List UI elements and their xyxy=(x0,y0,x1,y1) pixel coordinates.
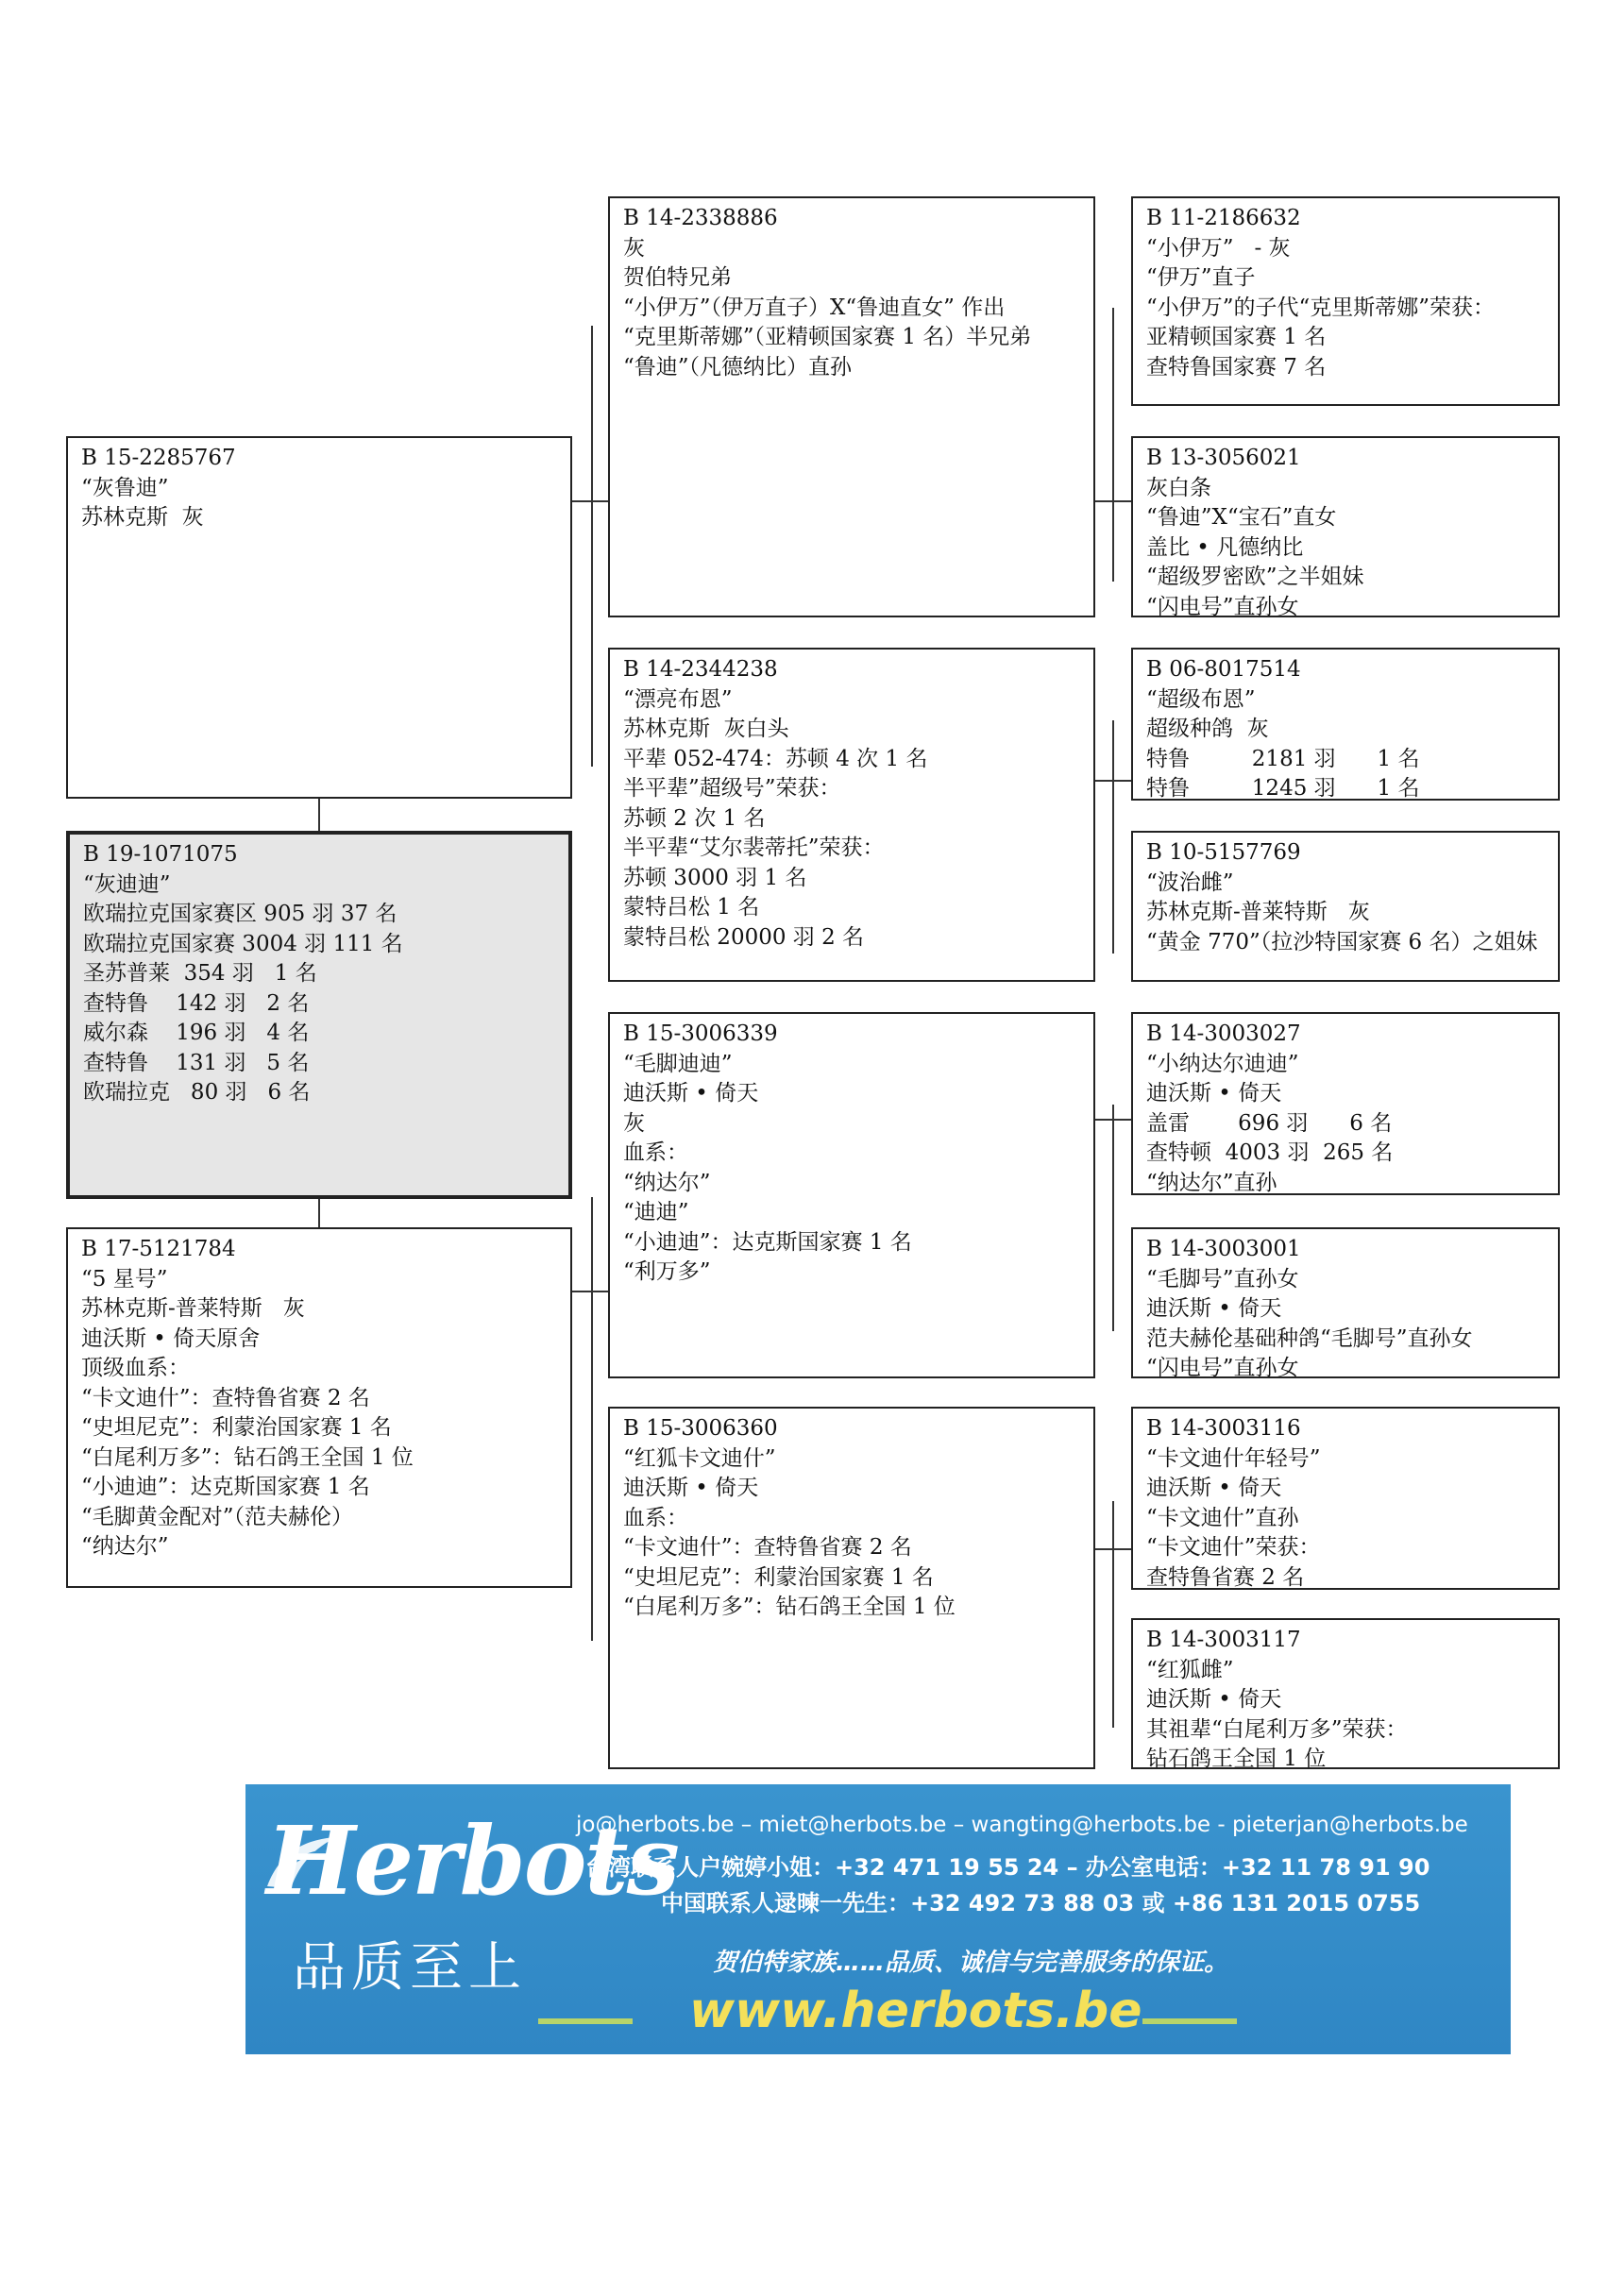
sss-line: “小伊万”的子代“克里斯蒂娜”荣获： xyxy=(1146,295,1496,320)
subject-line: 欧瑞拉克国家赛 3004 羽 111 名 xyxy=(83,931,403,956)
sd-line: 蒙特吕松 1 名 xyxy=(623,895,760,920)
sire-line: 苏林克斯 灰 xyxy=(81,505,204,530)
ds-line: 血系： xyxy=(623,1140,688,1165)
dsd-line: B 14-3003001 xyxy=(1146,1237,1301,1261)
sd-line: 苏顿 2 次 1 名 xyxy=(623,805,766,831)
ssd-line: “超级罗密欧”之半姐妹 xyxy=(1146,565,1364,589)
dds-line: “卡文迪什年轻号” xyxy=(1146,1445,1321,1471)
connector xyxy=(591,1197,593,1641)
subject-line: B 19-1071075 xyxy=(83,842,238,867)
ssd-box xyxy=(1131,436,1560,617)
ssd-line: “闪电号”直孙女 xyxy=(1146,594,1299,617)
ssd-line: “鲁迪”X“宝石”直女 xyxy=(1146,505,1337,530)
dds-line: “卡文迪什”荣获： xyxy=(1146,1535,1321,1560)
dds-box xyxy=(1131,1407,1560,1590)
ddd-line: “红狐雌” xyxy=(1146,1657,1234,1682)
divider xyxy=(1142,2018,1237,2024)
subject-line: 欧瑞拉克 80 羽 6 名 xyxy=(83,1080,311,1105)
sds-line: 超级种鸽 灰 xyxy=(1146,717,1269,741)
china-contact: 中国联系人逯暕一先生：+32 492 73 88 03 或 +86 131 2015 0755 xyxy=(661,1890,1421,1916)
connector xyxy=(1112,308,1114,582)
dam-dam-box xyxy=(608,1407,1095,1769)
ds-line: “毛脚迪迪” xyxy=(623,1051,733,1076)
sss-box xyxy=(1131,196,1560,406)
ss-line: “鲁迪”（凡德纳比）直孙 xyxy=(623,354,853,380)
dsd-line: 迪沃斯 • 倚天 xyxy=(1146,1296,1282,1321)
connector xyxy=(318,799,320,833)
sds-line: 特鲁 1245 羽 1 名 xyxy=(1146,776,1420,801)
slogan: 品质至上 xyxy=(293,1937,527,1999)
sds-line: 特鲁 2181 羽 1 名 xyxy=(1146,746,1420,771)
sire-sire-box xyxy=(608,196,1095,617)
sire-dam-box xyxy=(608,648,1095,982)
dss-line: “小纳达尔迪迪” xyxy=(1146,1051,1299,1076)
website-link[interactable]: www.herbots.be xyxy=(689,1983,1142,2039)
sss-line: 查特鲁国家赛 7 名 xyxy=(1146,354,1327,380)
contact-emails[interactable]: jo@herbots.be – miet@herbots.be – wangting@herbots.be - pieterjan@herbots.be xyxy=(576,1813,1468,1837)
connector xyxy=(570,500,610,502)
dds-line: 查特鲁省赛 2 名 xyxy=(1146,1564,1305,1590)
subject-line: “灰迪迪” xyxy=(83,871,171,897)
ss-line: B 14-2338886 xyxy=(623,206,778,230)
ss-line: 灰 xyxy=(623,235,645,261)
sd-line: “漂亮布恩” xyxy=(623,686,733,712)
dam-sire-box xyxy=(608,1012,1095,1378)
sdd-line: “黄金 770”（拉沙特国家赛 6 名）之姐妹 xyxy=(1146,929,1538,954)
dss-line: 查特顿 4003 羽 265 名 xyxy=(1146,1140,1394,1165)
dds-line: B 14-3003116 xyxy=(1146,1416,1301,1441)
dds-line: “卡文迪什”直孙 xyxy=(1146,1505,1299,1530)
subject-line: 查特鲁 142 羽 2 名 xyxy=(83,990,310,1016)
dam-line: “毛脚黄金配对”（范夫赫伦） xyxy=(81,1504,354,1529)
dsd-box xyxy=(1131,1227,1560,1378)
sd-line: 半平辈“艾尔裴蒂托”荣获： xyxy=(623,836,885,860)
sire-box xyxy=(66,436,572,799)
divider xyxy=(538,2018,633,2024)
sss-line: “小伊万” - 灰 xyxy=(1146,235,1291,261)
dam-line: “纳达尔” xyxy=(81,1534,169,1559)
dam-line: “卡文迪什”：查特鲁省赛 2 名 xyxy=(81,1385,370,1410)
dd-line: “红狐卡文迪什” xyxy=(623,1445,776,1471)
dam-line: B 17-5121784 xyxy=(81,1237,236,1261)
subject-box xyxy=(66,831,572,1199)
dd-line: “史坦尼克”：利蒙治国家赛 1 名 xyxy=(623,1564,934,1590)
connector xyxy=(1112,1501,1114,1728)
sd-line: 蒙特吕松 20000 羽 2 名 xyxy=(623,924,865,950)
sdd-line: “波治雌” xyxy=(1146,869,1234,895)
sds-box xyxy=(1131,648,1560,801)
herbots-banner xyxy=(245,1784,1511,2054)
dd-line: 迪沃斯 • 倚天 xyxy=(623,1476,759,1500)
sd-line: 平辈 052-474：苏顿 4 次 1 名 xyxy=(623,746,928,771)
sss-line: B 11-2186632 xyxy=(1146,206,1301,230)
sd-line: 苏林克斯 灰白头 xyxy=(623,717,789,741)
sds-line: B 06-8017514 xyxy=(1146,657,1301,682)
ssd-line: 灰白条 xyxy=(1146,475,1211,500)
ddd-line: 迪沃斯 • 倚天 xyxy=(1146,1687,1282,1712)
ds-line: 迪沃斯 • 倚天 xyxy=(623,1081,759,1106)
dss-line: B 14-3003027 xyxy=(1146,1021,1301,1046)
dam-line: “史坦尼克”：利蒙治国家赛 1 名 xyxy=(81,1415,392,1440)
connector xyxy=(570,1291,610,1292)
dss-line: 盖雷 696 羽 6 名 xyxy=(1146,1110,1393,1136)
ds-line: “迪迪” xyxy=(623,1200,689,1224)
dam-box xyxy=(66,1227,572,1588)
sss-line: “伊万”直子 xyxy=(1146,265,1256,290)
brand-logo: Herbots xyxy=(266,1805,678,1916)
dam-line: “小迪迪”：达克斯国家赛 1 名 xyxy=(81,1475,370,1499)
dss-line: 迪沃斯 • 倚天 xyxy=(1146,1081,1282,1106)
dam-line: “5 星号” xyxy=(81,1266,168,1292)
ss-line: “克里斯蒂娜”（亚精顿国家赛 1 名）半兄弟 xyxy=(623,325,1032,349)
sd-line: 苏顿 3000 羽 1 名 xyxy=(623,865,807,890)
sd-line: 半平辈”超级号”荣获： xyxy=(623,776,841,801)
dam-line: “白尾利万多”：钻石鸽王全国 1 位 xyxy=(81,1444,414,1470)
ddd-box xyxy=(1131,1618,1560,1769)
dam-line: 顶级血系： xyxy=(81,1356,190,1380)
sdd-line: 苏林克斯-普莱特斯 灰 xyxy=(1146,900,1370,924)
ddd-line: 其祖辈“白尾利万多”荣获： xyxy=(1146,1716,1408,1742)
motto: 贺伯特家族……品质、诚信与完善服务的保证。 xyxy=(713,1949,1229,1977)
subject-line: 欧瑞拉克国家赛区 905 羽 37 名 xyxy=(83,902,398,926)
ss-line: 贺伯特兄弟 xyxy=(623,265,732,290)
ss-line: “小伊万”（伊万直子）X“鲁迪直女” 作出 xyxy=(623,295,1006,320)
ds-line: “小迪迪”：达克斯国家赛 1 名 xyxy=(623,1229,912,1255)
sdd-box xyxy=(1131,831,1560,982)
ssd-line: 盖比 • 凡德纳比 xyxy=(1146,534,1304,560)
connector xyxy=(591,326,593,767)
dsd-line: 范夫赫伦基础种鸽“毛脚号”直孙女 xyxy=(1146,1325,1473,1351)
ds-line: B 15-3006339 xyxy=(623,1021,778,1046)
sdd-line: B 10-5157769 xyxy=(1146,840,1301,865)
dam-line: 迪沃斯 • 倚天原舍 xyxy=(81,1325,261,1351)
dds-line: 迪沃斯 • 倚天 xyxy=(1146,1476,1282,1500)
subject-line: 威尔森 196 羽 4 名 xyxy=(83,1021,310,1045)
sss-line: 亚精顿国家赛 1 名 xyxy=(1146,325,1327,349)
ds-line: 灰 xyxy=(623,1110,645,1136)
dsd-line: “闪电号”直孙女 xyxy=(1146,1356,1299,1378)
ddd-line: B 14-3003117 xyxy=(1146,1628,1301,1652)
ddd-line: 钻石鸽王全国 1 位 xyxy=(1146,1747,1327,1769)
sire-line: “灰鲁迪” xyxy=(81,475,169,500)
ds-line: “利万多” xyxy=(623,1259,711,1284)
connector xyxy=(318,1197,320,1227)
connector xyxy=(1112,720,1114,954)
taiwan-contact: 台湾联系人户婉婷小姐：+32 471 19 55 24 – 办公室电话：+32 11 78 91 90 xyxy=(585,1854,1430,1881)
dss-box xyxy=(1131,1012,1560,1195)
dsd-line: “毛脚号”直孙女 xyxy=(1146,1266,1299,1292)
dss-line: “纳达尔”直孙 xyxy=(1146,1170,1277,1195)
dd-line: 血系： xyxy=(623,1505,688,1530)
sds-line: “超级布恩” xyxy=(1146,686,1256,712)
connector xyxy=(1112,1105,1114,1331)
subject-line: 圣苏普莱 354 羽 1 名 xyxy=(83,961,317,986)
ds-line: “纳达尔” xyxy=(623,1170,711,1195)
dd-line: B 15-3006360 xyxy=(623,1416,778,1441)
dd-line: “卡文迪什”：查特鲁省赛 2 名 xyxy=(623,1535,912,1560)
ssd-line: B 13-3056021 xyxy=(1146,446,1301,470)
dd-line: “白尾利万多”：钻石鸽王全国 1 位 xyxy=(623,1595,956,1619)
dam-line: 苏林克斯-普莱特斯 灰 xyxy=(81,1296,305,1321)
subject-line: 查特鲁 131 羽 5 名 xyxy=(83,1050,310,1075)
sire-line: B 15-2285767 xyxy=(81,446,236,470)
sd-line: B 14-2344238 xyxy=(623,657,778,682)
